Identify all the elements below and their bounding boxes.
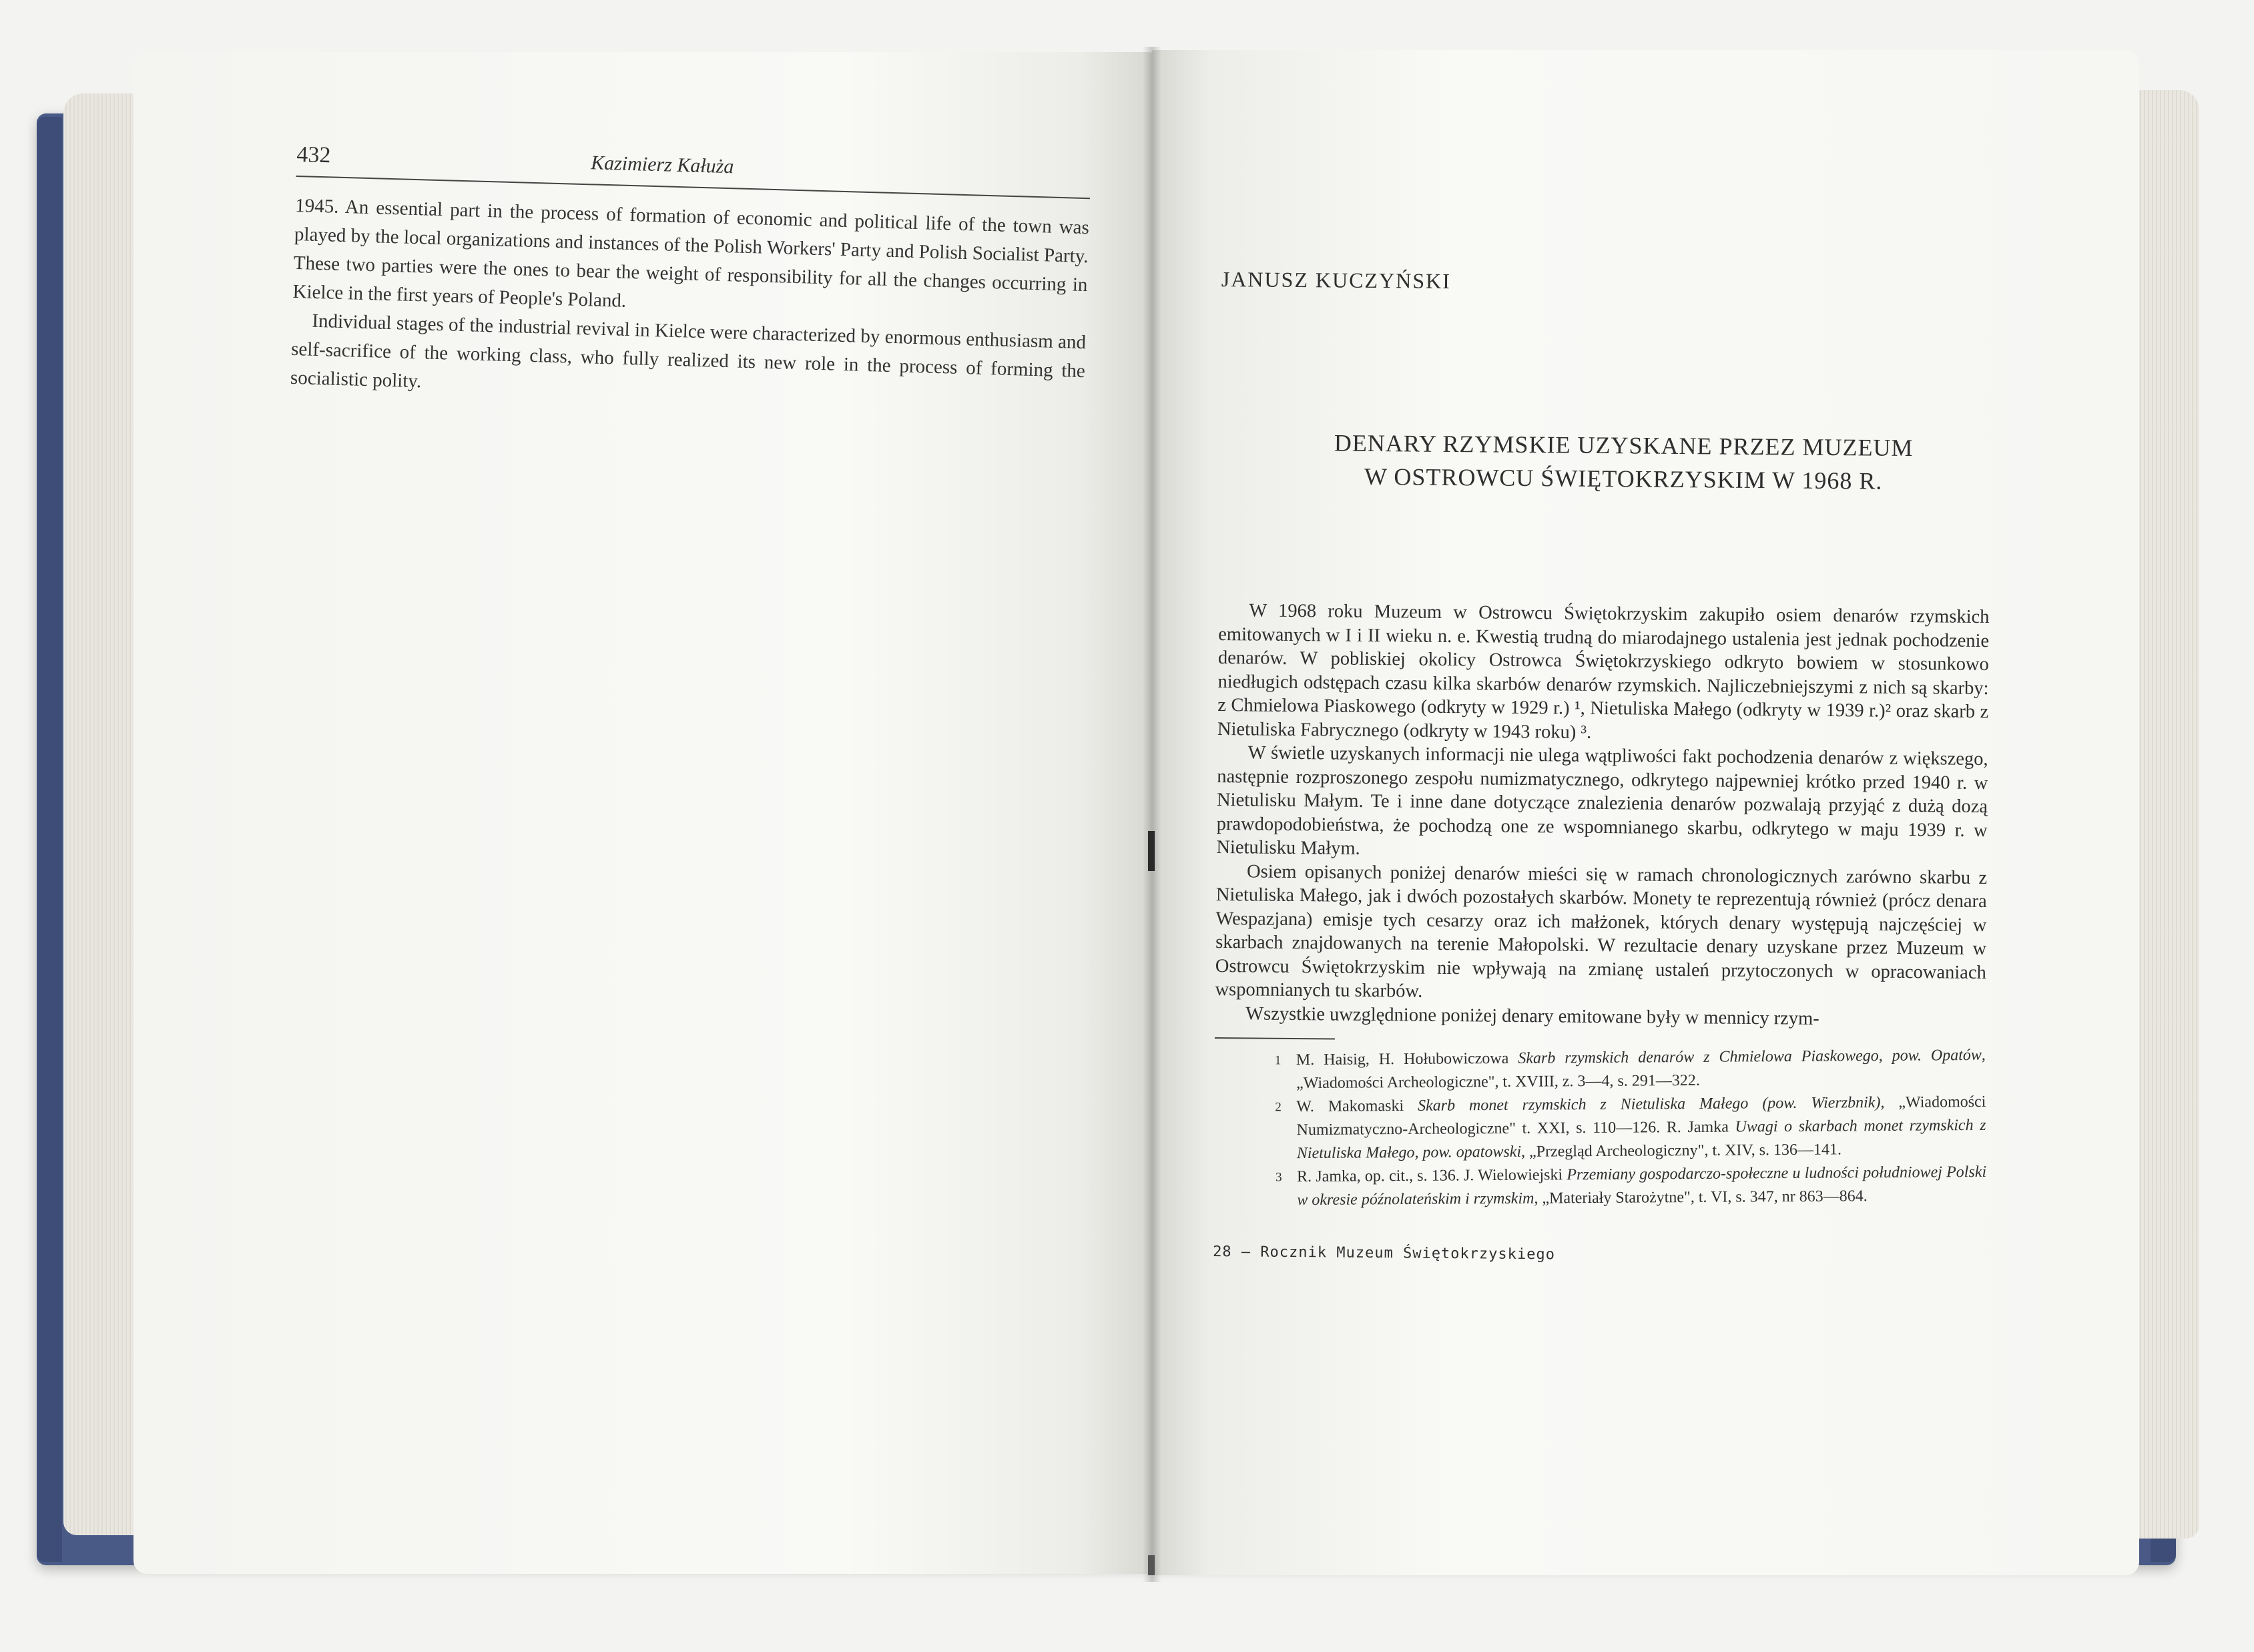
cover-edge-left <box>37 117 62 1562</box>
article-body <box>1215 599 1990 1032</box>
footnote-text: W. Makomaski Skarb monet rzymskich z Nietuliska Małego (pow. Wierzbnik), „Wiadomości Numizmatyczno-Archeologiczne" t. XXI, s. 110—126. R. Jamka Uwagi o skarbach monet rzymskich z Nietuliska Małego, pow. opatowski, „Przegląd Archeologiczny", t. XIV, s. 136—141. <box>1296 1093 1986 1163</box>
right-page-content <box>1213 267 1992 1267</box>
title-line-2: W OSTROWCU ŚWIĘTOKRZYSKIM W 1968 R. <box>1364 463 1883 495</box>
body-paragraph-1: W 1968 roku Muzeum w Ostrowcu Świętokrzyskim zakupiło osiem denarów rzymskich emitowanych w I i II wieku n. e. Kwestią trudną do miarodajnego ustalenia jest jednak pochodzenie denarów. W pobliskiej okolicy Ostrowca Świętokrzyskiego odkryto bowiem w stosunkowo niedługich odstępach czasu kilka skarbów denarów rzymskich. Najliczebniejszymi z nich są skarby: z Chmielowa Piaskowego (odkryty w 1929 r.) ¹, Nietuliska Małego (odkryty w 1939 r.)² oraz skarb z Nietuliska Fabrycznego (odkryty w 1943 roku) ³. <box>1217 600 1990 743</box>
spine-stitch-mark <box>1148 831 1155 871</box>
footnote-number: 3 <box>1276 1170 1282 1185</box>
footnote-text: M. Haisig, H. Hołubowiczowa Skarb rzymskich denarów z Chmielowa Piaskowego, pow. Opatów, „Wiadomości Archeologiczne", t. XVIII, z. 3—4, s. 291—322. <box>1296 1046 1986 1093</box>
book-gutter <box>1143 47 1161 1582</box>
page-stack-left <box>63 93 144 1535</box>
footnote-text: R. Jamka, op. cit., s. 136. J. Wielowiejski Przemiany gospodarczo-społeczne u ludności południowej Polski w okresie późnolateńskim i rzymskim, „Materiały Starożytne", t. VI, s. 347, nr 863—864. <box>1297 1163 1987 1209</box>
footnote-number: 1 <box>1274 1053 1282 1068</box>
running-head: Kazimierz Kałuża <box>590 152 734 178</box>
spine-stitch-mark-bottom <box>1148 1555 1155 1575</box>
body-paragraph-2: W świetle uzyskanych informacji nie ulega wątpliwości fakt pochodzenia denarów z większego, następnie rozproszonego zespołu numizmatycznego, odkrytego najpewniej krótko przed 1940 r. w Nietulisku Małym. Te i inne dane dotyczące znalezienia denarów pozwalają przyjąć z dużą dozą prawdopodobieństwa, że pochodzą one ze wspomnianego skarbu, odkrytego w maju 1939 r. w Nietulisku Małym. <box>1216 742 1988 859</box>
body-paragraph-4: Wszystkie uwzględnione poniżej denary emitowane były w mennicy rzym- <box>1245 1003 1819 1029</box>
article-author: JANUSZ KUCZYŃSKI <box>1221 267 1452 294</box>
footnotes <box>1215 1044 1987 1213</box>
page-number: 432 <box>296 142 331 168</box>
footnote-number: 2 <box>1275 1100 1282 1115</box>
footnote-1 <box>1275 1044 1986 1095</box>
footnote-2 <box>1275 1091 1986 1165</box>
left-page-content <box>290 140 1091 415</box>
page-footer: 28 — Rocznik Muzeum Świętokrzyskiego <box>1213 1243 1556 1264</box>
left-paragraph-2: Individual stages of the industrial revival in Kielce were characterized by enormous enthusiasm and self-sacrifice of the working class, who fully realized its new role in the process of forming the socialistic polity. <box>290 310 1087 392</box>
article-title <box>1256 425 1991 499</box>
footnote-rule <box>1215 1037 1335 1040</box>
left-paragraph-1: 1945. An essential part in the process of formation of economic and political life of the town was played by the local organizations and instances of the Polish Workers' Party and Polish Socialist Party. These two parties were the ones to bear the weight of responsibility for all the changes occurring in Kielce in the first years of People's Poland. <box>292 194 1090 312</box>
body-paragraph-3: Osiem opisanych poniżej denarów mieści się w ramach chronologicznych zarówno skarbu z Nietuliska Małego, jak i dwóch pozostałych skarbów. Monety te reprezentują również (prócz denara Wespazjana) emisje tych cesarzy oraz ich małżonek, których denary występują najczęściej w skarbach znajdowanych na terenie Małopolski. W rezultacie denary uzyskane przez Muzeum w Ostrowcu Świętokrzyskim nie wpływają na zmianę ustaleń przytoczonych w opracowaniach wspomnianych tu skarbów. <box>1215 860 1988 1002</box>
title-line-1: DENARY RZYMSKIE UZYSKANE PRZEZ MUZEUM <box>1334 429 1914 462</box>
footnote-3 <box>1276 1161 1986 1212</box>
